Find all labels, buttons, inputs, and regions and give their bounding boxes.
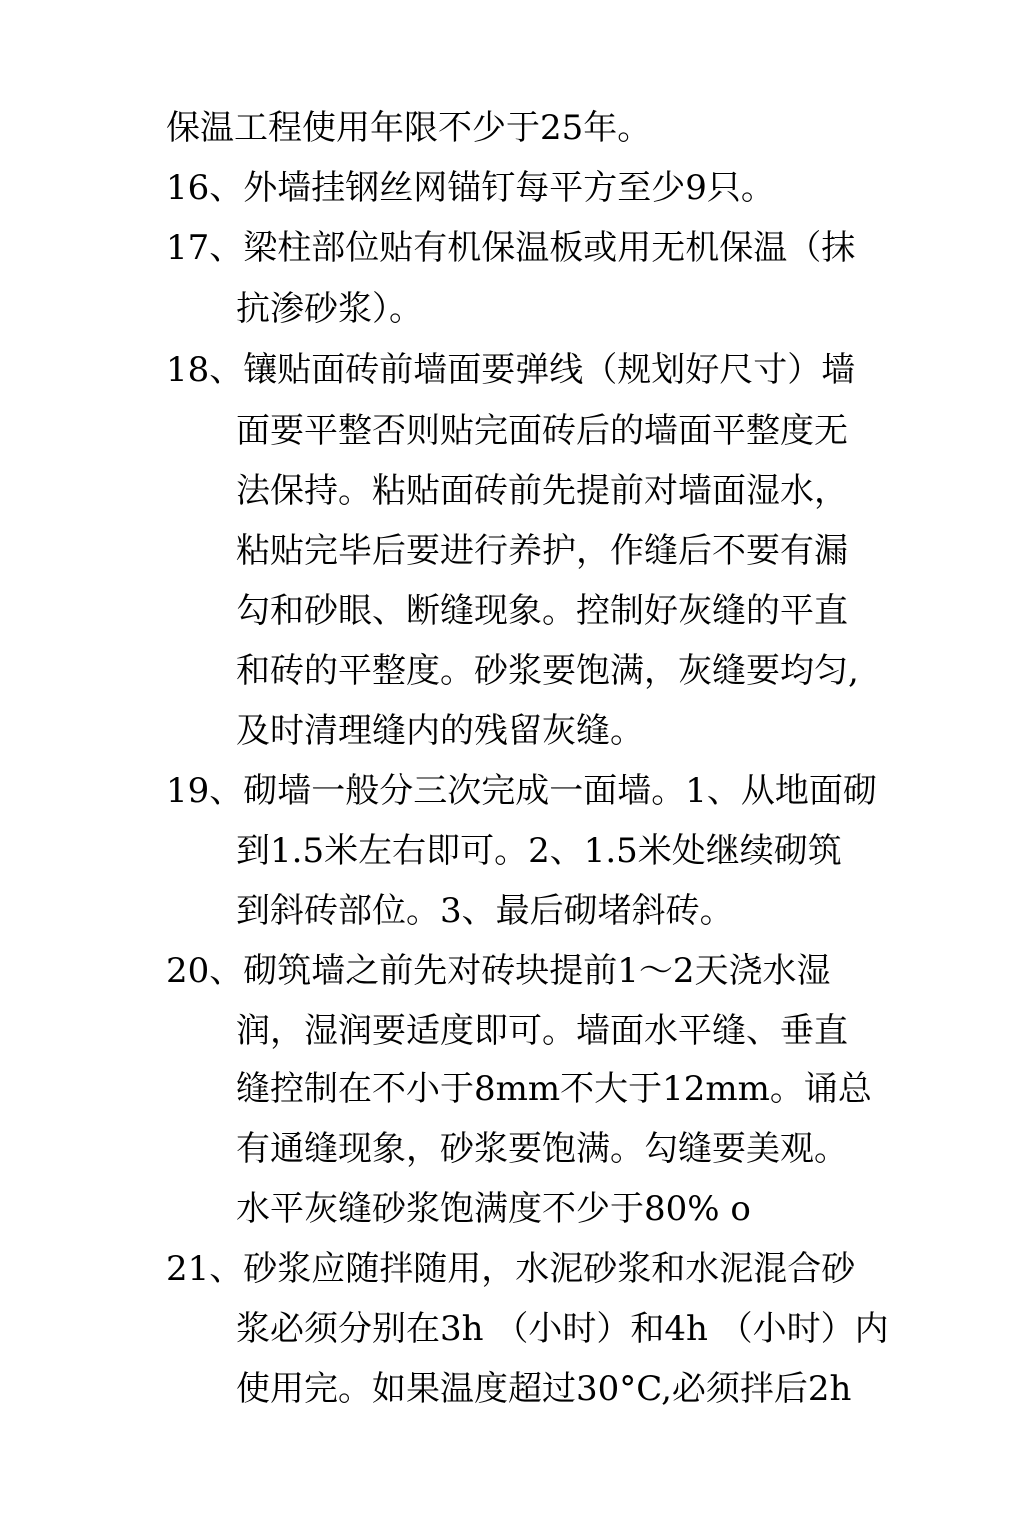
text-line: 16、外墙挂钢丝网锚钉每平方至少9只。 [166, 168, 775, 208]
text-line: 20、砌筑墙之前先对砖块提前1～2天浇水湿 [166, 951, 831, 991]
text-line: 19、砌墙一般分三次完成一面墙。1、从地面砌 [166, 771, 877, 811]
text-line: 使用完。如果温度超过30°C,必须拌后2h [236, 1369, 852, 1409]
text-line: 法保持。粘贴面砖前先提前对墙面湿水， [236, 471, 848, 511]
text-line: 18、镶贴面砖前墙面要弹线（规划好尺寸）墙 [166, 350, 856, 390]
text-line: 有通缝现象，砂浆要饱满。勾缝要美观。 [236, 1129, 848, 1169]
text-line: 21、砂浆应随拌随用，水泥砂浆和水泥混合砂 [166, 1249, 856, 1289]
text-line: 及时清理缝内的残留灰缝。 [236, 711, 644, 751]
text-line: 和砖的平整度。砂浆要饱满，灰缝要均匀, [236, 651, 859, 691]
text-line: 缝控制在不小于8mm不大于12mm。诵总 [236, 1069, 872, 1109]
text-line: 浆必须分别在3h （小时）和4h （小时）内 [236, 1309, 889, 1349]
text-line: 抗渗砂浆）。 [236, 289, 423, 329]
text-line: 水平灰缝砂浆饱满度不少于80% o [236, 1189, 751, 1229]
text-line: 到斜砖部位。3、最后砌堵斜砖。 [236, 891, 734, 931]
text-line: 17、梁柱部位贴有机保温板或用无机保温（抹 [166, 228, 856, 268]
text-line: 到1.5米左右即可。2、1.5米处继续砌筑 [236, 831, 842, 871]
text-line: 勾和砂眼、断缝现象。控制好灰缝的平直 [236, 591, 848, 631]
text-line: 粘贴完毕后要进行养护，作缝后不要有漏 [236, 531, 848, 571]
text-line: 保温工程使用年限不少于25年。 [166, 108, 652, 148]
text-line: 面要平整否则贴完面砖后的墙面平整度无 [236, 411, 848, 451]
text-line: 润，湿润要适度即可。墙面水平缝、垂直 [236, 1011, 848, 1051]
